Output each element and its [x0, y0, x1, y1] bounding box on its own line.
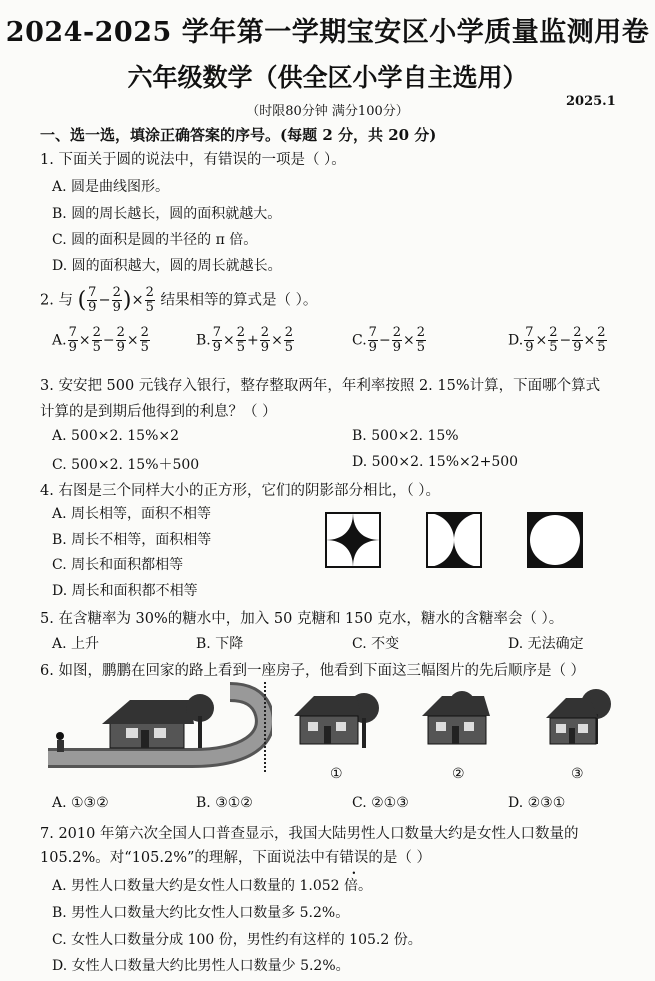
q6-option-d: D. ②③①	[508, 795, 566, 811]
q3-stem-line2: 计算的是到期后他得到的利息？（ ）	[40, 404, 277, 420]
q6-option-b: B. ③①②	[196, 795, 253, 811]
q4-stem: 4. 右图是三个同样大小的正方形，它们的阴影部分相比，（ ）。	[40, 483, 441, 499]
q3-option-a: A. 500×2. 15%×2	[52, 428, 180, 444]
q1-stem: 1. 下面关于圆的说法中，有错误的一项是（ ）。	[40, 152, 346, 168]
q4-option-b: B. 周长不相等，面积相等	[52, 532, 212, 548]
picture-label-2: ②	[452, 766, 465, 782]
house-picture-2	[418, 690, 513, 750]
picture-label-1: ①	[330, 766, 343, 782]
q4-option-d: D. 周长和面积都不相等	[52, 583, 198, 599]
square-figure-2	[426, 512, 482, 568]
q4-option-c: C. 周长和面积都相等	[52, 557, 184, 573]
q6-option-a: A. ①③②	[52, 795, 109, 811]
q7-stem-line1: 7. 2010 年第六次全国人口普查显示，我国大陆男性人口数量大约是女性人口数量的	[40, 826, 579, 842]
house-icon	[102, 700, 194, 748]
q3-option-d: D. 500×2. 15%×2+500	[352, 454, 519, 470]
q2-option-d: D. $\frac{7}{9}$ × $\frac{2}{5}$ − $\frac{2}{9}$ × $\frac{2}{5}$	[508, 325, 606, 355]
child-icon	[56, 732, 64, 752]
exam-subtitle: 六年级数学（供全区小学自主选用）	[127, 63, 528, 92]
q6-stem: 6. 如图，鹏鹏在回家的路上看到一座房子，他看到下面这三幅图片的先后顺序是（ ）	[40, 663, 586, 679]
q1-option-c: C. 圆的面积是圆的半径的 π 倍。	[52, 232, 258, 248]
q7-option-d: D. 女性人口数量大约比男性人口数量少 5.2%。	[52, 958, 350, 974]
q7-option-a: A. 男性人口数量大约是女性人口数量的 1.052 倍。	[52, 878, 372, 894]
picture-label-3: ③	[571, 766, 584, 782]
time-info: （时限80分钟 满分100分）	[246, 104, 409, 119]
q7-option-c: C. 女性人口数量分成 100 份，男性约有这样的 105.2 份。	[52, 932, 422, 948]
q2-option-b: B. $\frac{7}{9}$ × $\frac{2}{5}$ + $\frac{2}{9}$ × $\frac{2}{5}$	[196, 325, 294, 355]
exam-date: 2025.1	[566, 94, 616, 109]
q3-stem-line1: 3. 安安把 500 元钱存入银行，整存整取两年，年利率按照 2. 15%计算，下面哪个算式	[40, 378, 601, 394]
q2-option-c: C. $\frac{7}{9}$ − $\frac{2}{9}$ × $\frac{2}{5}$	[352, 325, 425, 355]
q2-option-a: A. $\frac{7}{9}$ × $\frac{2}{5}$ − $\frac{2}{9}$ × $\frac{2}{5}$	[52, 325, 149, 355]
q5-option-a: A. 上升	[52, 636, 100, 652]
house-picture-3	[544, 688, 639, 750]
exam-title: 2024-2025 学年第一学期宝安区小学质量监测用卷	[5, 17, 650, 48]
q4-option-a: A. 周长相等，面积不相等	[52, 506, 212, 522]
q6-option-c: C. ②①③	[352, 795, 409, 811]
q1-option-a: A. 圆是曲线图形。	[52, 179, 170, 195]
q3-option-b: B. 500×2. 15%	[352, 428, 459, 444]
q3-option-c: C. 500×2. 15%＋500	[52, 457, 200, 473]
q1-option-d: D. 圆的面积越大，圆的周长就越长。	[52, 258, 282, 274]
q5-option-c: C. 不变	[352, 636, 400, 652]
q7-stem-line2: 105.2%。对“105.2%”的理解，下面说法中有错误的是（ ）	[40, 850, 432, 866]
road-scene-illustration	[42, 680, 272, 775]
q5-option-d: D. 无法确定	[508, 636, 584, 652]
divider-line	[264, 682, 266, 772]
q1-option-b: B. 圆的周长越长，圆的面积就越大。	[52, 206, 282, 222]
q5-option-b: B. 下降	[196, 636, 244, 652]
q7-option-b: B. 男性人口数量大约比女性人口数量多 5.2%。	[52, 905, 350, 921]
house-picture-1	[290, 690, 385, 750]
section-heading: 一、选一选，填涂正确答案的序号。(每题 2 分，共 20 分)	[40, 126, 437, 144]
square-figure-1	[325, 512, 381, 568]
emphasis-word: 错误	[339, 850, 369, 866]
q2-stem: 2. 与 ( $\frac{7}{9}$ − $\frac{2}{9}$ )× $\frac{2}{5}$ 结果相等的算式是（ ）。	[40, 285, 318, 315]
q5-stem: 5. 在含糖率为 30%的糖水中，加入 50 克糖和 150 克水，糖水的含糖率会（ ）。	[40, 611, 564, 627]
square-figure-3	[527, 512, 583, 568]
